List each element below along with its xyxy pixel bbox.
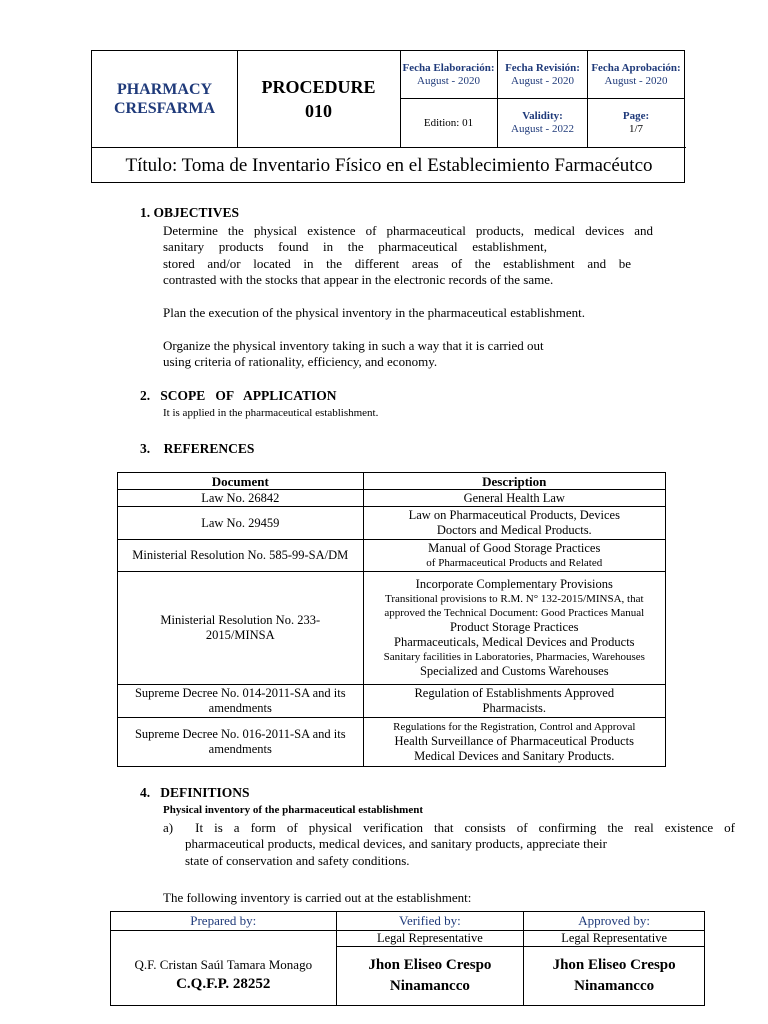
objectives-paragraph-1 (163, 223, 653, 288)
objectives-p1-line2: sanitary products found in the pharmaceutical establishment, (163, 239, 547, 255)
fecha-revision-value: August - 2020 (511, 74, 574, 87)
definitions-a-line2: pharmaceutical products, medical devices, and sanitary products, appreciate their (185, 836, 607, 852)
verified-signatory (336, 947, 524, 1006)
ref-doc-cell (118, 572, 364, 685)
procedure-line-2: 010 (305, 101, 332, 121)
page-cell (588, 99, 684, 147)
prepared-id: C.Q.F.P. 28252 (176, 976, 271, 992)
ref-doc-cell: Law No. 29459 (118, 507, 364, 540)
ref-doc-cell: Law No. 26842 (118, 490, 364, 507)
edition-cell (400, 99, 498, 147)
fecha-elaboracion-label: Fecha Elaboración: (402, 61, 495, 74)
table-row (118, 507, 666, 540)
desc-line: Pharmaceuticals, Medical Devices and Products (394, 635, 635, 649)
signature-table (110, 911, 705, 1006)
table-row (118, 490, 666, 507)
objectives-paragraph-3 (163, 338, 544, 371)
desc-line: Medical Devices and Sanitary Products. (414, 749, 615, 763)
desc-line: Regulations for the Registration, Control and Approval (393, 721, 636, 733)
fecha-revision-cell (498, 51, 588, 99)
doc-line: amendments (208, 701, 272, 715)
column-description: Description (363, 473, 665, 490)
table-row (118, 572, 666, 685)
objectives-p3-line2: using criteria of rationality, efficiency, and economy. (163, 354, 438, 370)
page-label: Page: (622, 110, 650, 122)
ref-desc-cell (363, 718, 665, 767)
desc-line: Health Surveillance of Pharmaceutical Products (394, 734, 635, 748)
procedure-line-1: PROCEDURE (261, 77, 376, 97)
fecha-aprobacion-value: August - 2020 (604, 74, 668, 87)
document-title: Título: Toma de Inventario Físico en el Establecimiento Farmacéutco (92, 147, 686, 182)
approved-name-line1: Jhon Eliseo Crespo (552, 957, 676, 973)
signature-header-row (111, 912, 705, 931)
objectives-p1-line3: stored and/or located in the different areas of the establishment and be (163, 255, 631, 271)
ref-desc-cell (363, 572, 665, 685)
fecha-aprobacion-label: Fecha Aprobación: (591, 61, 681, 74)
desc-line: Incorporate Complementary Provisions (415, 577, 613, 591)
prepared-by-label: Prepared by: (111, 912, 337, 931)
page-value: 1/7 (628, 123, 644, 135)
definitions-item-a (163, 820, 735, 869)
fecha-elaboracion-cell (400, 51, 498, 99)
verified-name-line2: Ninamancco (389, 978, 470, 994)
company-line-2: CRESFARMA (113, 100, 216, 117)
verified-by-label: Verified by: (336, 912, 524, 931)
validity-value: August - 2022 (511, 123, 574, 135)
desc-line: Doctors and Medical Products. (436, 523, 592, 537)
ref-desc-cell (363, 507, 665, 540)
definitions-a-line3: state of conservation and safety conditions. (185, 852, 410, 868)
objectives-p1-line4: contrasted with the stocks that appear in the electronic records of the same. (163, 271, 554, 287)
definitions-subtitle: Physical inventory of the pharmaceutical establishment (163, 804, 424, 816)
table-header-row (118, 473, 666, 490)
desc-line: approved the Technical Document: Good Practices Manual (384, 607, 645, 619)
ref-desc-cell (363, 685, 665, 718)
desc-line: Regulation of Establishments Approved (414, 686, 615, 700)
doc-line: Ministerial Resolution No. 233- (160, 613, 321, 627)
desc-line: Law on Pharmaceutical Products, Devices (408, 508, 620, 522)
desc-line: Specialized and Customs Warehouses (419, 664, 609, 678)
desc-line: Transitional provisions to R.M. N° 132-2015/MINSA, that (385, 593, 644, 605)
doc-line: Supreme Decree No. 016-2011-SA and its (134, 727, 346, 741)
verified-role: Legal Representative (336, 931, 524, 947)
company-line-1: PHARMACY (116, 81, 213, 98)
objectives-p3-line1: Organize the physical inventory taking in such a way that it is carried out (163, 338, 544, 353)
fecha-aprobacion-cell (588, 51, 684, 99)
section-objectives-title: 1. OBJECTIVES (140, 205, 240, 220)
ref-doc-cell: Ministerial Resolution No. 585-99-SA/DM (118, 540, 364, 572)
fecha-elaboracion-value: August - 2020 (417, 74, 480, 87)
prepared-role (111, 931, 337, 1006)
references-table (117, 472, 666, 767)
verified-name-line1: Jhon Eliseo Crespo (368, 957, 492, 973)
ref-desc-cell (363, 540, 665, 572)
prepared-name: Q.F. Cristan Saúl Tamara Monago (134, 957, 313, 972)
desc-line: of Pharmaceutical Products and Related (426, 557, 603, 569)
definitions-a-line1: a) It is a form of physical verification that consists of confirming the real existence of (163, 820, 735, 835)
table-row (118, 718, 666, 767)
signature-role-row (111, 931, 705, 947)
doc-line: Supreme Decree No. 014-2011-SA and its (134, 686, 346, 700)
objectives-p1-line1: Determine the physical existence of pharmaceutical products, medical devices and (163, 223, 653, 238)
desc-line: Manual of Good Storage Practices (428, 541, 601, 555)
approved-name-line2: Ninamancco (574, 978, 655, 994)
validity-cell (498, 99, 588, 147)
doc-line: amendments (208, 742, 272, 756)
desc-line: Product Storage Practices (450, 620, 579, 634)
ref-desc-cell: General Health Law (363, 490, 665, 507)
column-document: Document (118, 473, 364, 490)
section-references-title: 3. REFERENCES (140, 441, 255, 456)
approved-by-label: Approved by: (524, 912, 705, 931)
doc-line: 2015/MINSA (205, 628, 275, 642)
validity-label: Validity: (522, 110, 563, 122)
procedure-code (237, 51, 401, 147)
fecha-revision-label: Fecha Revisión: (505, 61, 580, 74)
section-definitions-title: 4. DEFINITIONS (140, 785, 250, 800)
table-row (118, 685, 666, 718)
table-row (118, 540, 666, 572)
ref-doc-cell (118, 685, 364, 718)
document-header (91, 50, 685, 183)
company-name (92, 51, 238, 147)
definitions-final-line: The following inventory is carried out at the establishment: (163, 890, 472, 905)
desc-line: Sanitary facilities in Laboratories, Pharmacies, Warehouses (383, 651, 645, 663)
edition-text: Edition: 01 (423, 116, 474, 129)
section-scope-title: 2. SCOPE OF APPLICATION (140, 388, 337, 403)
objectives-paragraph-2: Plan the execution of the physical inventory in the pharmaceutical establishment. (163, 305, 586, 320)
scope-text: It is applied in the pharmaceutical establishment. (163, 407, 379, 419)
ref-doc-cell (118, 718, 364, 767)
approved-role: Legal Representative (524, 931, 705, 947)
desc-line: Pharmacists. (482, 701, 547, 715)
approved-signatory (524, 947, 705, 1006)
